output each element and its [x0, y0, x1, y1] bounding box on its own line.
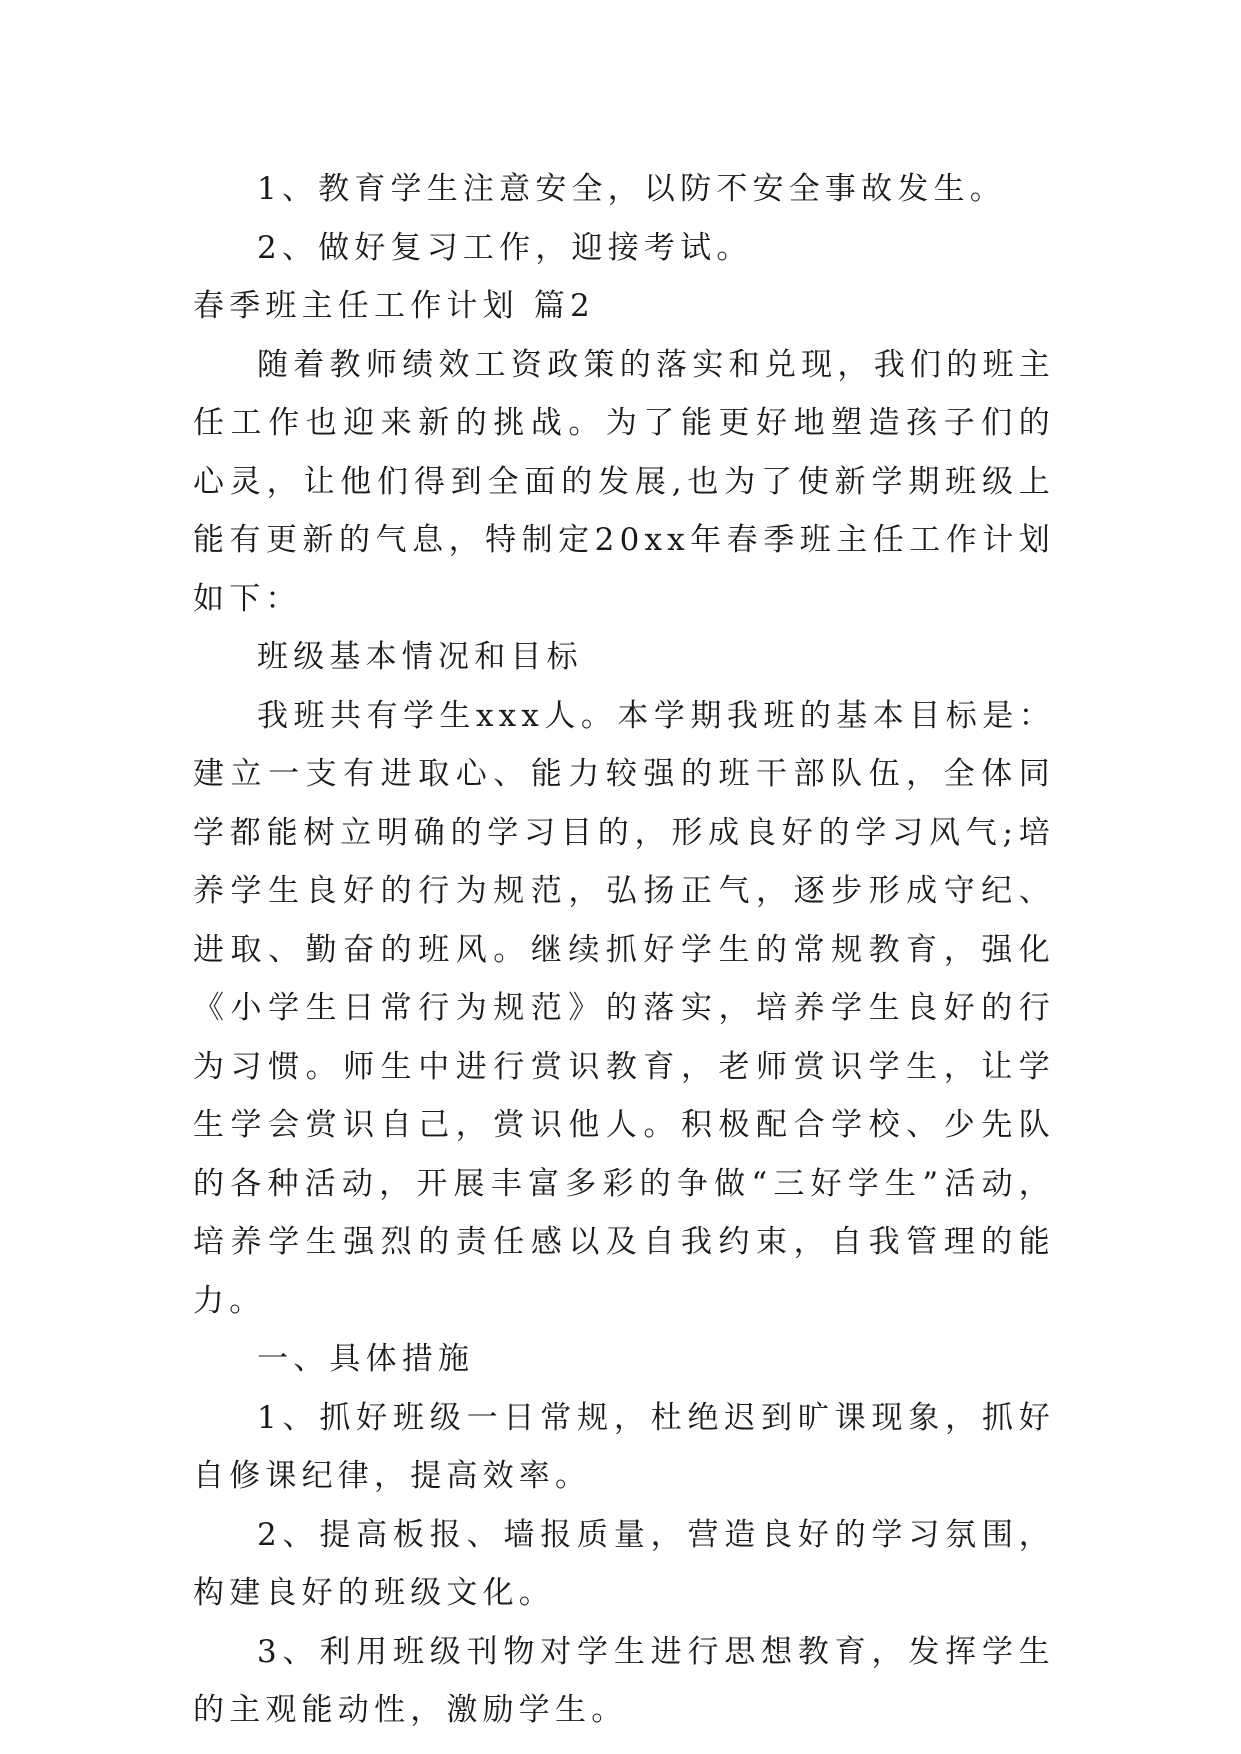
subheading-class-goals: 班级基本情况和目标 — [257, 639, 583, 675]
paragraph-measure-2: 2、提高板报、墙报质量，营造良好的学习氛围，构建良好的班级文化。 — [193, 1516, 1055, 1611]
paragraph-safety: 1、教育学生注意安全，以防不安全事故发生。 — [257, 171, 1006, 207]
section-title: 春季班主任工作计划 篇2 — [193, 288, 595, 324]
document-body — [193, 160, 1055, 1740]
paragraph-intro: 随着教师绩效工资政策的落实和兑现，我们的班主任工作也迎来新的挑战。为了能更好地塑造孩子们的心灵，让他们得到全面的发展,也为了使新学期班级上能有更新的气息，特制定20xx年春季班主任工作计划如下： — [193, 346, 1055, 617]
paragraph-class-goals: 我班共有学生xxx人。本学期我班的基本目标是：建立一支有进取心、能力较强的班干部队伍，全体同学都能树立明确的学习目的，形成良好的学习风气;培养学生良好的行为规范，弘扬正气，逐步形成守纪、进取、勤奋的班风。继续抓好学生的常规教育，强化《小学生日常行为规范》的落实，培养学生良好的行为习惯。师生中进行赏识教育，老师赏识学生，让学生学会赏识自己，赏识他人。积极配合学校、少先队的各种活动，开展丰富多彩的争做“三好学生”活动，培养学生强烈的责任感以及自我约束，自我管理的能力。 — [193, 697, 1055, 1319]
paragraph-measure-1: 1、抓好班级一日常规，杜绝迟到旷课现象，抓好自修课纪律，提高效率。 — [193, 1399, 1055, 1494]
subheading-measures: 一、具体措施 — [257, 1341, 475, 1377]
paragraph-review: 2、做好复习工作，迎接考试。 — [257, 229, 753, 266]
paragraph-measure-3: 3、利用班级刊物对学生进行思想教育，发挥学生的主观能动性，激励学生。 — [193, 1633, 1055, 1728]
